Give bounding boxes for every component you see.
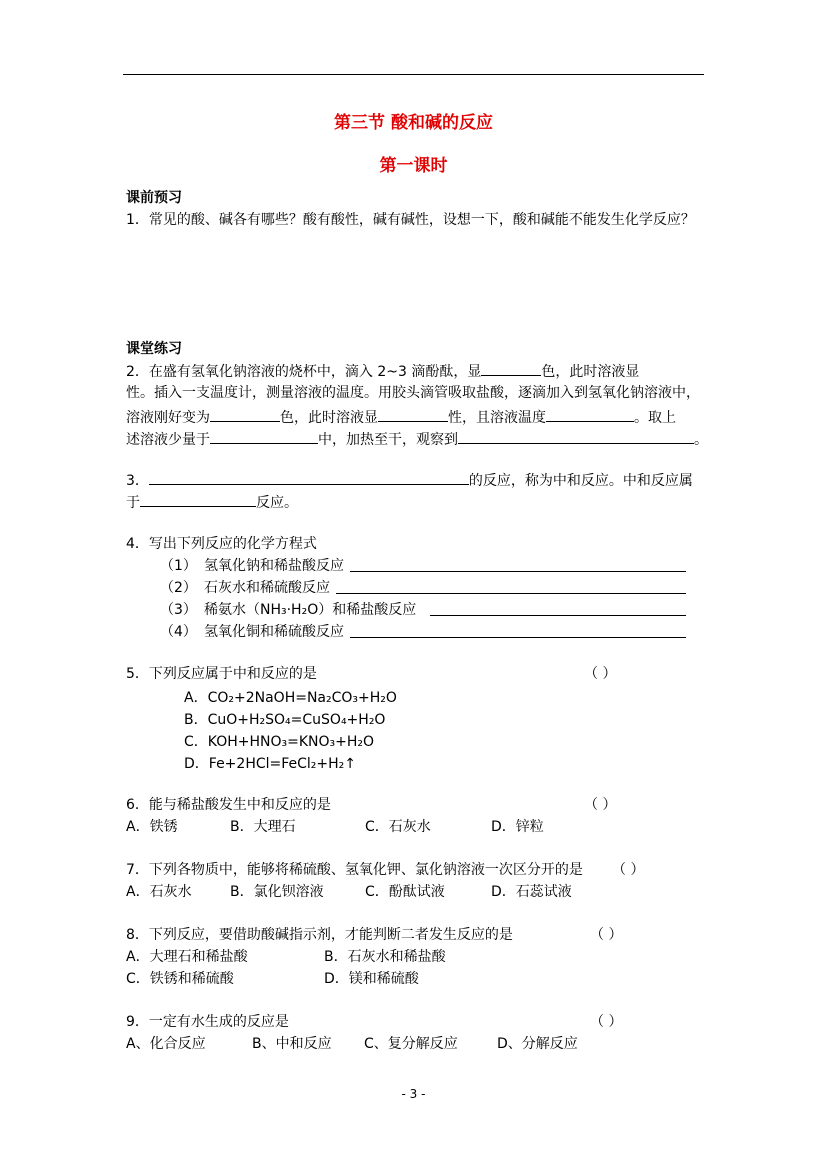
option-b: B．大理石 xyxy=(230,819,296,835)
answer-blank[interactable] xyxy=(481,361,541,376)
option-c: C．酚酞试液 xyxy=(365,884,445,900)
option-a: A．石灰水 xyxy=(126,884,192,900)
answer-blank[interactable] xyxy=(140,492,256,507)
answer-paren[interactable]: （ ） xyxy=(584,797,617,813)
question-6-stem: 6．能与稀盐酸发生中和反应的是 xyxy=(126,797,331,813)
option-a: A．铁锈 xyxy=(126,819,178,835)
section-classwork-heading: 课堂练习 xyxy=(126,341,182,357)
item-text: 石灰水和稀硫酸反应 xyxy=(204,580,330,596)
option-d: D．锌粒 xyxy=(491,819,544,835)
option-a: A．大理石和稀盐酸 xyxy=(126,949,248,965)
option-d: D．Fe+2HCl=FeCl₂+H₂↑ xyxy=(184,756,357,772)
q2-text-l3c: 性，且溶液温度 xyxy=(448,410,546,426)
header-rule xyxy=(123,74,704,75)
question-3-line-2 xyxy=(126,492,298,512)
page-number: - 3 - xyxy=(401,1087,426,1101)
answer-paren[interactable]: （ ） xyxy=(590,1014,623,1030)
question-4-item-2 xyxy=(160,579,330,597)
answer-blank[interactable] xyxy=(149,470,469,485)
answer-blank[interactable] xyxy=(458,429,694,444)
item-text: 氢氧化钠和稀盐酸反应 xyxy=(204,558,344,574)
option-c: C．铁锈和稀硫酸 xyxy=(126,971,234,987)
answer-paren[interactable]: （ ） xyxy=(590,927,623,943)
item-text: 氢氧化铜和稀硫酸反应 xyxy=(204,624,344,640)
option-b: B．CuO+H₂SO₄=CuSO₄+H₂O xyxy=(184,712,386,728)
question-4-item-4 xyxy=(160,623,344,641)
option-d: D、分解反应 xyxy=(497,1036,578,1052)
answer-paren[interactable]: （ ） xyxy=(584,666,617,682)
option-d: D．镁和稀硫酸 xyxy=(324,971,419,987)
answer-line[interactable] xyxy=(336,579,686,594)
option-a: A、化合反应 xyxy=(126,1036,206,1052)
q3-text-b: 的反应，称为中和反应。中和反应属 xyxy=(468,473,693,489)
answer-blank[interactable] xyxy=(378,407,448,422)
option-b: B．氯化钡溶液 xyxy=(230,884,324,900)
answer-line[interactable] xyxy=(350,623,686,638)
option-d: D．石蕊试液 xyxy=(491,884,572,900)
item-number: （2） xyxy=(160,580,197,596)
q2-text-l4b: 中，加热至干，观察到 xyxy=(318,432,458,448)
q2-text-l3a: 溶液刚好变为 xyxy=(126,410,210,426)
answer-blank[interactable] xyxy=(546,407,634,422)
option-c: C．KOH+HNO₃=KNO₃+H₂O xyxy=(184,734,375,750)
question-3-line-1 xyxy=(126,470,693,490)
question-2-line-4 xyxy=(126,429,708,449)
answer-line[interactable] xyxy=(430,601,686,616)
item-text: 稀氨水（NH₃·H₂O）和稀盐酸反应 xyxy=(204,602,417,618)
question-2-line-1 xyxy=(126,361,639,381)
question-5-stem: 5．下列反应属于中和反应的是 xyxy=(126,666,317,682)
answer-blank[interactable] xyxy=(210,407,280,422)
answer-paren[interactable]: （ ） xyxy=(612,862,645,878)
answer-blank[interactable] xyxy=(210,429,318,444)
answer-line[interactable] xyxy=(350,557,686,572)
question-4-item-3 xyxy=(160,601,416,619)
q3-text-c: 于 xyxy=(126,495,140,511)
option-c: C．石灰水 xyxy=(365,819,431,835)
page-title: 第三节 酸和碱的反应 xyxy=(334,113,493,133)
q2-text-a: 2．在盛有氢氧化钠溶液的烧杯中，滴入 2~3 滴酚酞，显 xyxy=(126,364,482,380)
question-7-stem: 7．下列各物质中，能够将稀硫酸、氢氧化钾、氯化钠溶液一次区分开的是 xyxy=(126,862,583,878)
option-c: C、复分解反应 xyxy=(364,1036,458,1052)
question-2-line-3 xyxy=(126,407,676,427)
q2-text-b: 色，此时溶液显 xyxy=(541,364,640,380)
question-1: 1．常见的酸、碱各有哪些？酸有酸性，碱有碱性，设想一下，酸和碱能不能发生化学反应？ xyxy=(126,212,695,228)
q2-text-l4a: 述溶液少量于 xyxy=(126,432,210,448)
q3-text-a: 3． xyxy=(126,473,149,489)
option-b: B．石灰水和稀盐酸 xyxy=(324,949,446,965)
section-preview-heading: 课前预习 xyxy=(126,190,182,206)
question-9-stem: 9．一定有水生成的反应是 xyxy=(126,1014,289,1030)
item-number: （4） xyxy=(160,624,197,640)
question-8-stem: 8．下列反应，要借助酸碱指示剂，才能判断二者发生反应的是 xyxy=(126,927,513,943)
q2-text-l3d: 。取上 xyxy=(634,410,676,426)
option-a: A．CO₂+2NaOH=Na₂CO₃+H₂O xyxy=(184,690,397,706)
q3-text-d: 反应。 xyxy=(256,495,298,511)
page-subtitle: 第一课时 xyxy=(379,156,448,176)
item-number: （3） xyxy=(160,602,197,618)
option-b: B、中和反应 xyxy=(252,1036,332,1052)
q2-text-l3b: 色，此时溶液显 xyxy=(280,410,378,426)
question-4-item-1 xyxy=(160,557,344,575)
question-4-stem: 4．写出下列反应的化学方程式 xyxy=(126,536,317,552)
question-2-line-2: 性。插入一支温度计，测量溶液的温度。用胶头滴管吸取盐酸，逐滴加入到氢氧化钠溶液中， xyxy=(126,385,700,401)
item-number: （1） xyxy=(160,558,197,574)
q2-text-l4c: 。 xyxy=(694,432,708,448)
